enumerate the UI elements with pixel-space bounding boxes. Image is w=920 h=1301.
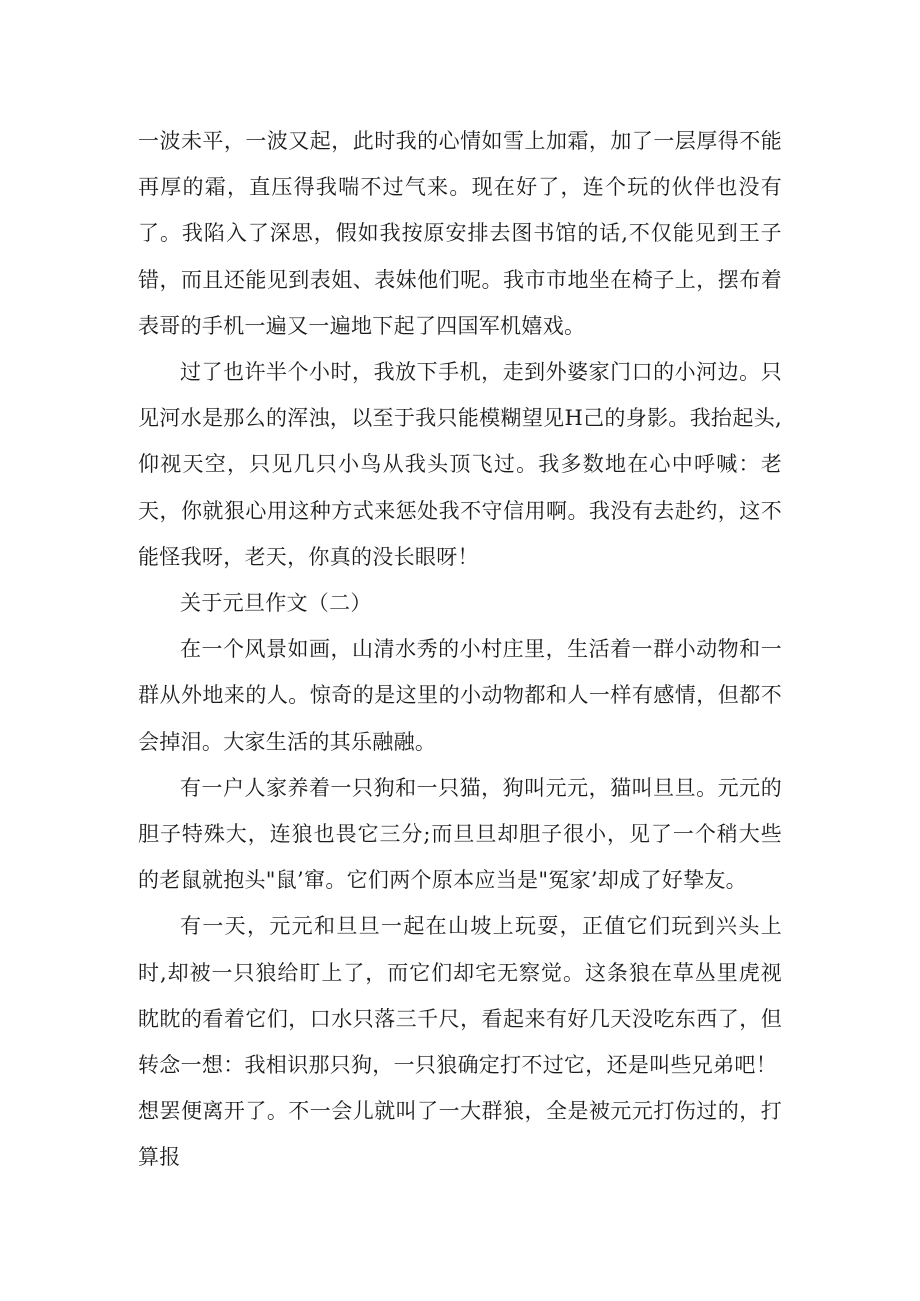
- section-heading: 关于元旦作文（二）: [180, 591, 372, 616]
- paragraph: 想罢便离开了。不一会儿就叫了一大群狼，全是被元元打伤过的，打算报: [138, 1099, 782, 1170]
- document-body: [138, 118, 782, 1181]
- paragraph: 过了也许半个小时，我放下手机，走到外婆家门口的小河边。只见河水是那么的浑浊，以至于我只能模糊望见H己的身影。我抬起头,仰视天空，只见几只小鸟从我头顶飞过。我多数地在心中呼喊：老天，你就狠心用这种方式来惩处我不守信用啊。我没有去赴约，这不能怪我呀，老天，你真的没长眼呀！: [138, 360, 782, 569]
- paragraph: 有一天，元元和旦旦一起在山坡上玩耍，正值它们玩到兴头上时,却被一只狼给盯上了，而它们却宅无察觉。这条狼在草丛里虎视眈眈的看着它们，口水只落三千尺，看起来有好几天没吃东西了，但转念一想：我相识那只狗，一只狼确定打不过它，还是叫些兄弟吧！: [138, 914, 782, 1078]
- paragraph: 一波未平，一波又起，此时我的心情如雪上加霜，加了一层厚得不能再厚的霜，直压得我喘不过气来。现在好了，连个玩的伙伴也没有了。我陷入了深思，假如我按原安排去图书馆的话,不仅能见到王子错，而且还能见到表姐、表妹他们呢。我市市地坐在椅子上，摆布着表哥的手机一遍又一遍地下起了四国军机嬉戏。: [138, 129, 782, 338]
- paragraph: 在一个风景如画，山清水秀的小村庄里，生活着一群小动物和一群从外地来的人。惊奇的是这里的小动物都和人一样有感情，但都不会掉泪。大家生活的其乐融融。: [138, 637, 782, 754]
- paragraph: 有一户人家养着一只狗和一只猫，狗叫元元，猫叫旦旦。元元的胆子特殊大，连狼也畏它三分;而旦旦却胆子很小，见了一个稍大些的老鼠就抱头"鼠’窜。它们两个原本应当是"冤家’却成了好挚友。: [138, 775, 782, 893]
